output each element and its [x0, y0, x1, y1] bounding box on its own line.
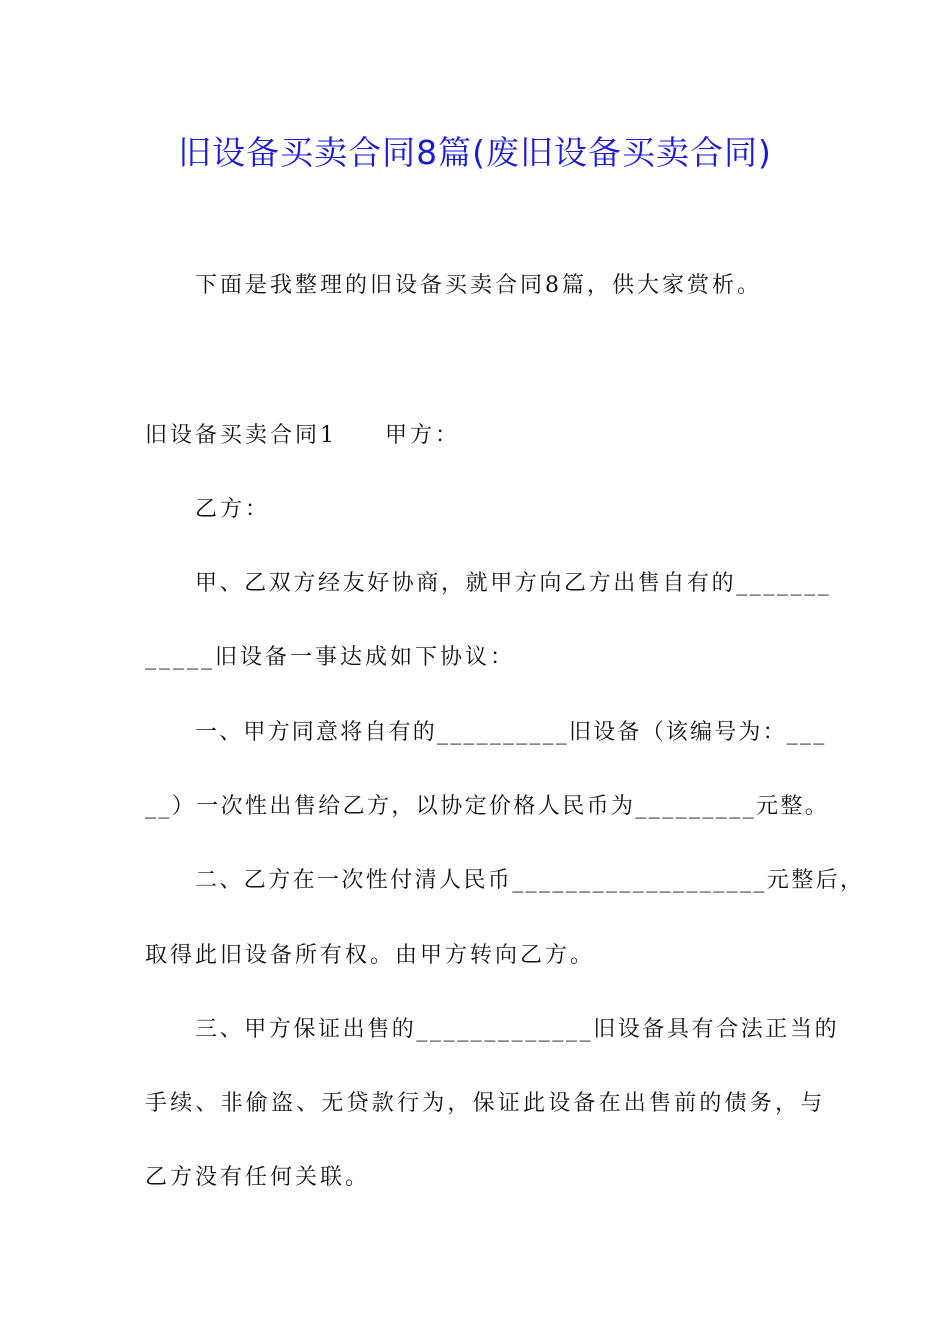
paragraph-line: 一、甲方同意将自有的__________旧设备（该编号为：___	[195, 720, 827, 745]
intro-paragraph: 下面是我整理的旧设备买卖合同8篇，供大家赏析。	[195, 273, 762, 298]
contract-heading-line	[145, 418, 460, 454]
party-a-label: 甲方：	[385, 423, 461, 448]
paragraph-line: _____旧设备一事达成如下协议：	[145, 645, 516, 670]
paragraph-line: 取得此旧设备所有权。由甲方转向乙方。	[145, 943, 596, 968]
paragraph-line: 甲、乙双方经友好协商，就甲方向乙方出售自有的_______	[195, 571, 832, 596]
page-title: 旧设备买卖合同8篇(废旧设备买卖合同)	[178, 133, 772, 172]
party-b-label: 乙方：	[195, 497, 271, 522]
paragraph-line: 乙方没有任何关联。	[145, 1165, 371, 1190]
paragraph-line: 手续、非偷盗、无贷款行为，保证此设备在出售前的债务，与	[145, 1091, 826, 1116]
paragraph-line: 三、甲方保证出售的_____________旧设备具有合法正当的	[195, 1017, 840, 1042]
paragraph-line: 二、乙方在一次性付清人民币___________________元整后，	[195, 868, 865, 893]
paragraph-line: __）一次性出售给乙方，以协定价格人民币为_________元整。	[145, 794, 830, 819]
contract-heading: 旧设备买卖合同1	[145, 423, 337, 448]
